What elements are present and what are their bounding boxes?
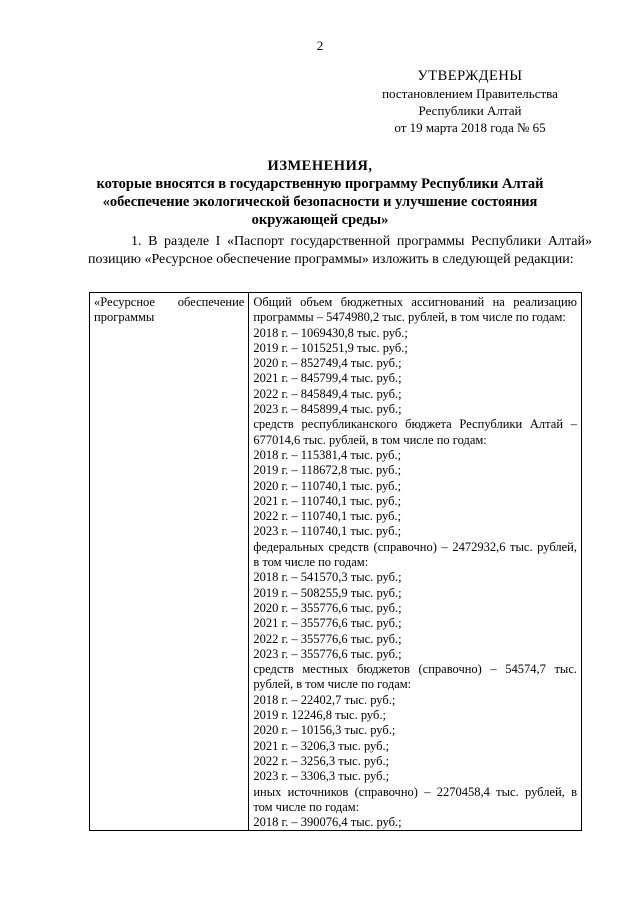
table-row [90, 293, 582, 831]
year-amount-line: 2021 г. – 110740,1 тыс. руб.; [253, 493, 402, 508]
total-years-list [253, 326, 577, 418]
body-paragraph: 1. В разделе I «Паспорт государственной программы Республики Алтай» позицию «Ресурсное обеспечение программы» изложить в следующей редакции: [88, 234, 592, 267]
year-amount-line: 2018 г. – 22402,7 тыс. руб.; [253, 692, 396, 707]
year-amount-line: 2020 г. – 10156,3 тыс. руб.; [253, 723, 396, 738]
federal-years-list [253, 570, 577, 662]
approval-block [350, 68, 590, 136]
year-amount-line: 2019 г. – 1015251,9 тыс. руб.; [253, 340, 408, 355]
approval-date: от 19 марта 2018 года № 65 [394, 120, 546, 135]
federal-intro: федеральных средств (справочно) – 2472932,6 тыс. рублей, в том числе по годам: [253, 539, 577, 570]
title-line: «обеспечение экологической безопасности и улучшение состояния [102, 194, 538, 210]
page-number: 2 [316, 38, 324, 53]
title-line: которые вносятся в государственную программу Республики Алтай [96, 176, 544, 192]
position-name-cell: «Ресурсное обеспечение программы [90, 293, 249, 831]
year-amount-line: 2020 г. – 852749,4 тыс. руб.; [253, 356, 402, 371]
year-amount-line: 2022 г. – 355776,6 тыс. руб.; [253, 631, 402, 646]
year-amount-line: 2022 г. – 110740,1 тыс. руб.; [253, 509, 402, 524]
year-amount-line: 2021 г. – 3206,3 тыс. руб.; [253, 738, 390, 753]
position-content-cell [249, 293, 582, 831]
total-intro: Общий объем бюджетных ассигнований на реализацию программы – 5474980,2 тыс. рублей, в том числе по годам: [253, 295, 577, 325]
year-amount-line: 2023 г. – 355776,6 тыс. руб.; [253, 646, 402, 661]
year-amount-line: 2021 г. – 845799,4 тыс. руб.; [253, 371, 402, 386]
other-intro: иных источников (справочно) – 2270458,4 тыс. рублей, в том числе по годам: [253, 784, 577, 814]
title-line: окружающей среды» [251, 212, 389, 228]
year-amount-line: 2019 г. – 118672,8 тыс. руб.; [253, 463, 402, 478]
year-amount-line: 2023 г. – 3306,3 тыс. руб.; [253, 769, 390, 784]
year-amount-line: 2018 г. – 1069430,8 тыс. руб.; [253, 325, 408, 340]
year-amount-line: 2018 г. – 115381,4 тыс. руб.; [253, 447, 402, 462]
year-amount-line: 2020 г. – 355776,6 тыс. руб.; [253, 600, 402, 615]
year-amount-line: 2023 г. – 110740,1 тыс. руб.; [253, 524, 402, 539]
year-amount-line: 2018 г. – 390076,4 тыс. руб.; [253, 815, 402, 830]
year-amount-line: 2019 г. 12246,8 тыс. руб.; [253, 708, 386, 723]
title-heading: ИЗМЕНЕНИЯ, [267, 158, 373, 174]
year-amount-line: 2021 г. – 355776,6 тыс. руб.; [253, 616, 402, 631]
year-amount-line: 2023 г. – 845899,4 тыс. руб.; [253, 402, 402, 417]
local-intro: средств местных бюджетов (справочно) – 54574,7 тыс. рублей, в том числе по годам: [253, 662, 577, 692]
year-amount-line: 2019 г. – 508255,9 тыс. руб.; [253, 585, 402, 600]
year-amount-line: 2022 г. – 3256,3 тыс. руб.; [253, 753, 390, 768]
document-title [0, 157, 640, 229]
approval-title: УТВЕРЖДЕНЫ [417, 68, 523, 84]
year-amount-line: 2018 г. – 541570,3 тыс. руб.; [253, 570, 402, 585]
republic-years-list [253, 448, 577, 540]
local-years-list [253, 693, 577, 785]
approval-line: постановлением Правительства [382, 86, 558, 101]
year-amount-line: 2020 г. – 110740,1 тыс. руб.; [253, 478, 402, 493]
republic-intro: средств республиканского бюджета Республики Алтай – 677014,6 тыс. рублей, в том числе по годам: [253, 417, 577, 447]
approval-line: Республики Алтай [418, 103, 522, 118]
resource-table [89, 292, 582, 831]
year-amount-line: 2022 г. – 845849,4 тыс. руб.; [253, 386, 402, 401]
other-years-list [253, 815, 577, 830]
